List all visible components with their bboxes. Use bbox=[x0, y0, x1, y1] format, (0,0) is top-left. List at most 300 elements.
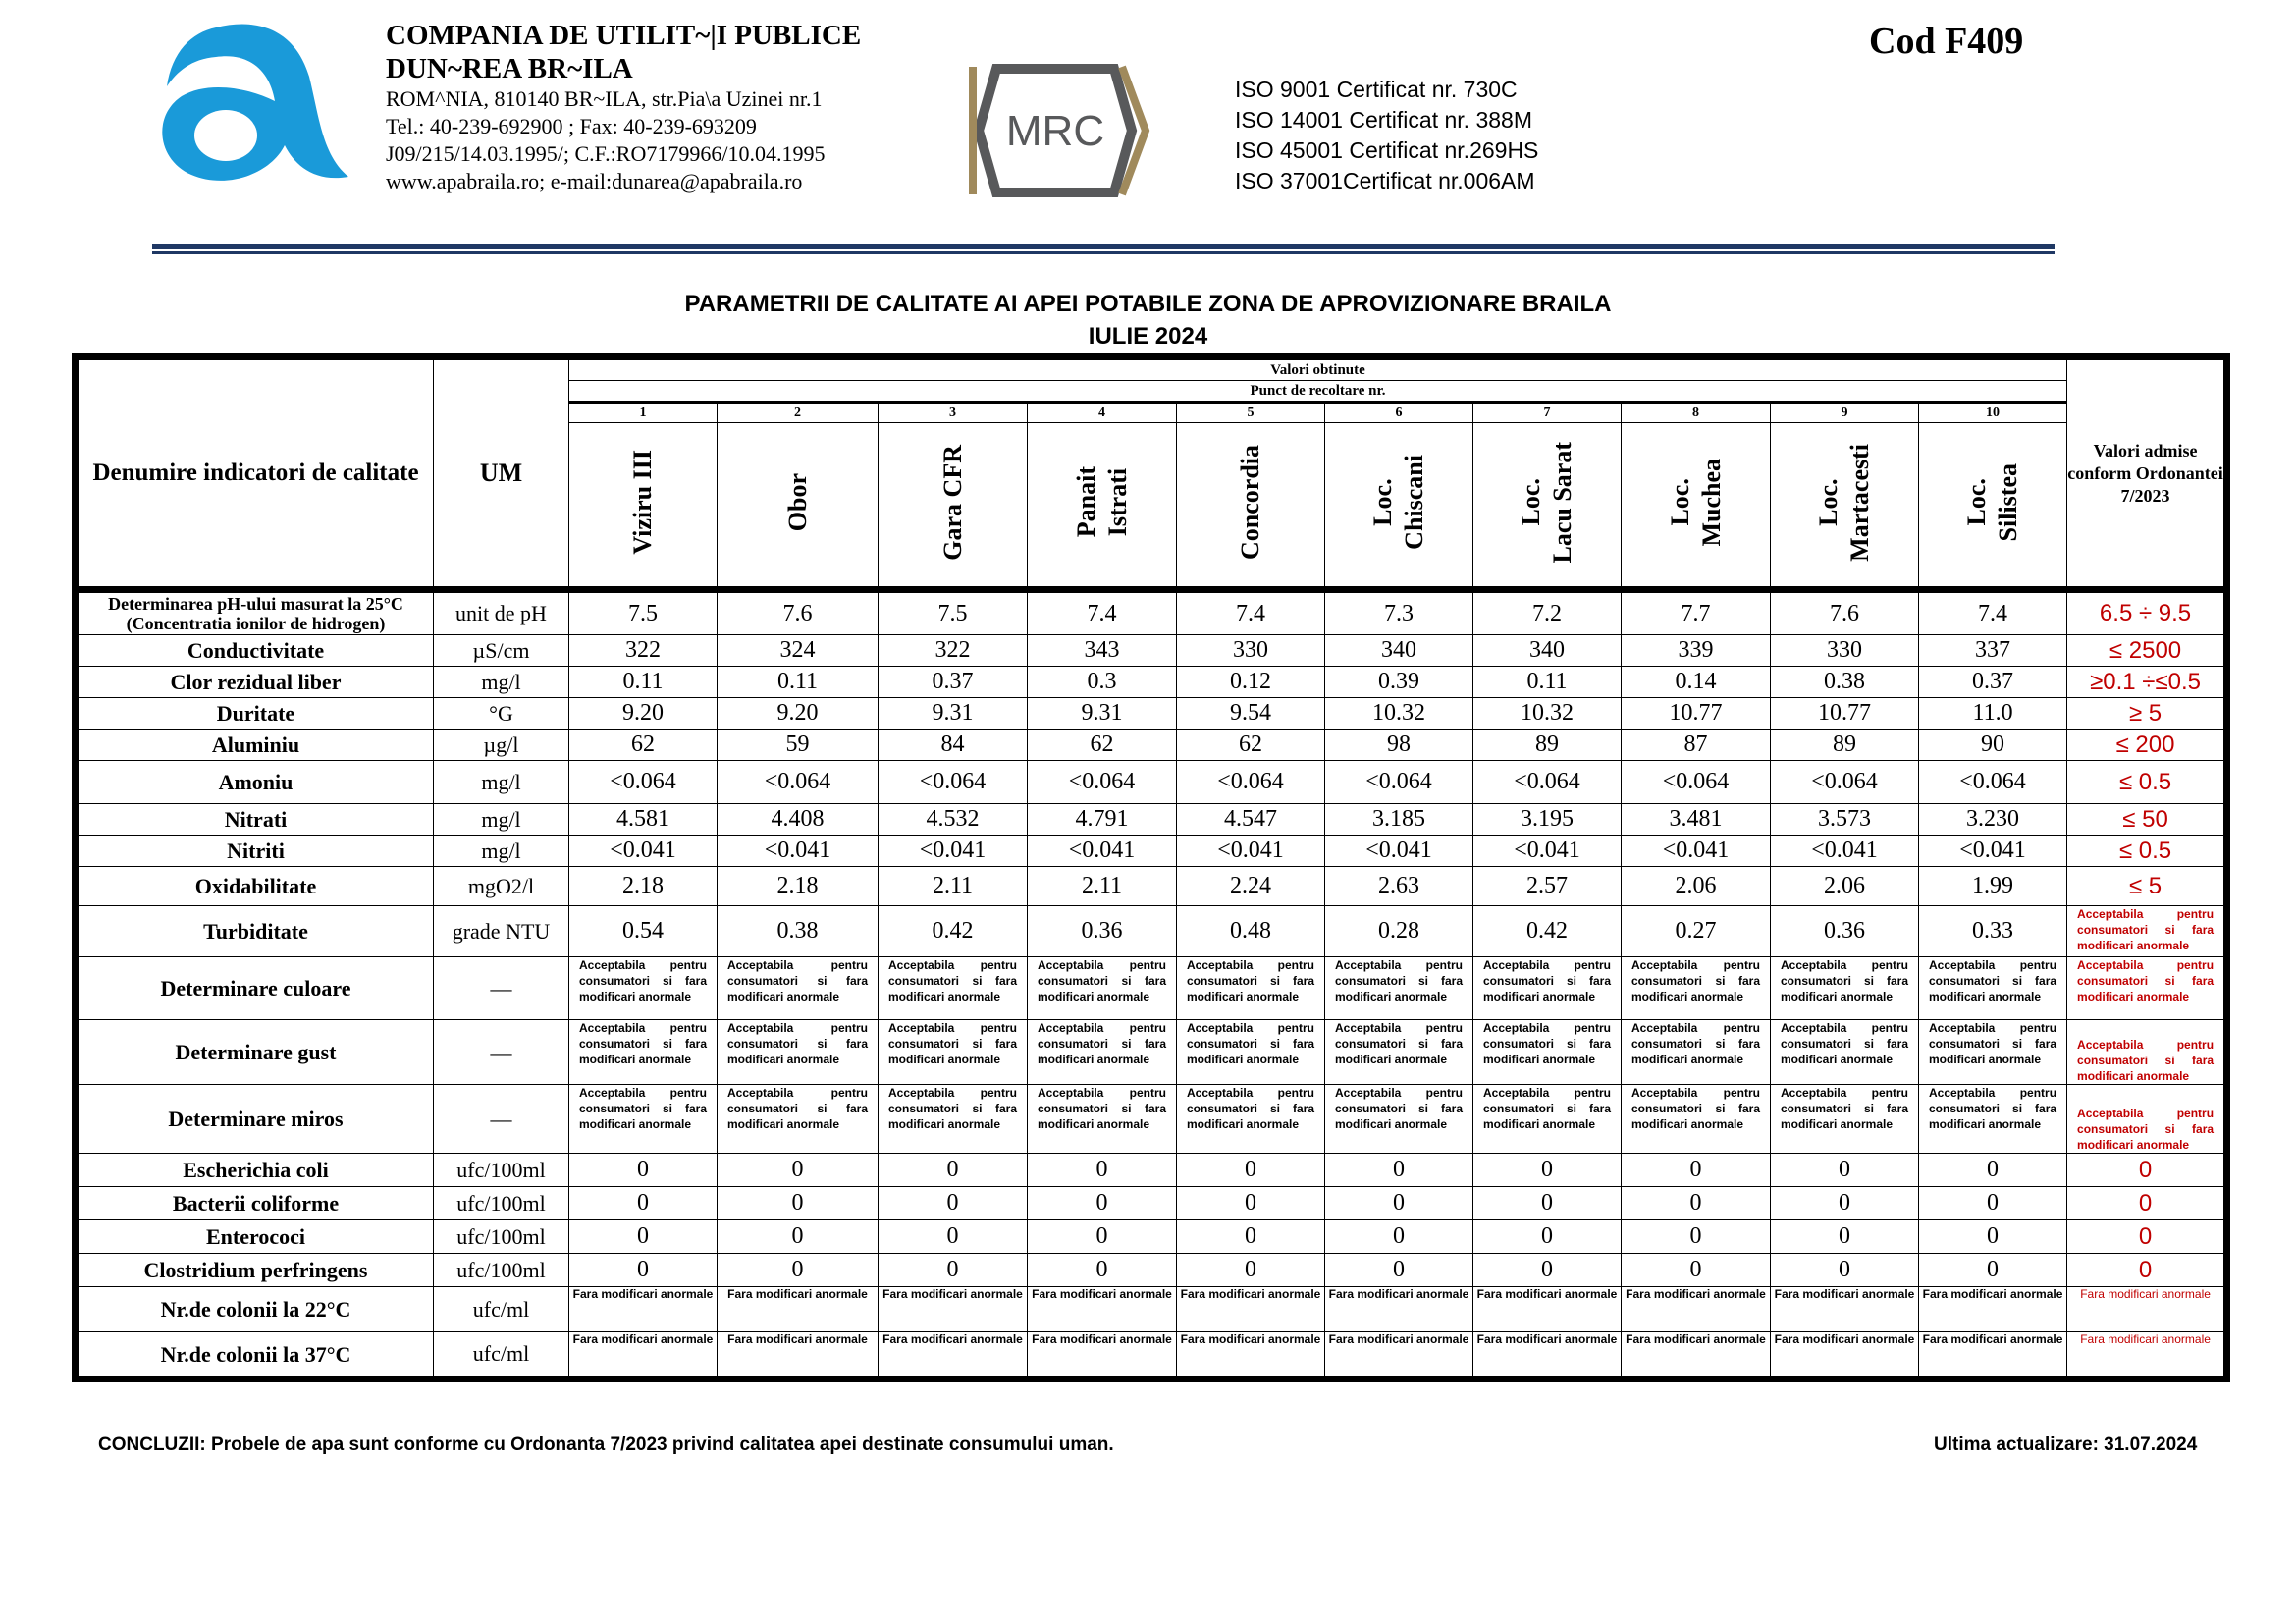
unit-cell: grade NTU bbox=[434, 906, 569, 957]
value-text: Acceptabila pentru consumatori si fara modificari anormale bbox=[1038, 1086, 1166, 1131]
value-cell: 0 bbox=[1919, 1154, 2067, 1187]
admis-cell: 0 bbox=[2067, 1254, 2227, 1287]
value-cell: 62 bbox=[1028, 730, 1177, 761]
unit-cell: — bbox=[434, 1020, 569, 1085]
admis-cell: 6.5 ÷ 9.5 bbox=[2067, 590, 2227, 635]
value-text: Fara modificari anormale bbox=[1180, 1287, 1321, 1301]
value-cell: 0.37 bbox=[1919, 667, 2067, 698]
point-name-cell bbox=[1771, 423, 1919, 590]
point-name: Loc. Silistea bbox=[1962, 462, 2023, 542]
value-cell: 2.06 bbox=[1622, 867, 1771, 906]
value-cell: 10.77 bbox=[1622, 698, 1771, 730]
value-text: Acceptabila pentru consumatori si fara modificari anormale bbox=[1187, 958, 1314, 1003]
value-cell bbox=[569, 1287, 718, 1332]
table-row bbox=[76, 667, 2227, 698]
value-cell: 339 bbox=[1622, 635, 1771, 667]
value-cell: 2.24 bbox=[1177, 867, 1325, 906]
unit-cell: ufc/ml bbox=[434, 1332, 569, 1380]
iso-line: ISO 45001 Certificat nr.269HS bbox=[1235, 137, 1539, 163]
value-text: Fara modificari anormale bbox=[1476, 1287, 1618, 1301]
value-cell: 0 bbox=[1473, 1220, 1622, 1254]
value-cell: 0.33 bbox=[1919, 906, 2067, 957]
value-cell: 89 bbox=[1473, 730, 1622, 761]
point-name: Obor bbox=[782, 472, 812, 532]
value-cell: 0 bbox=[879, 1220, 1028, 1254]
indicator-name: Aluminiu bbox=[76, 730, 434, 761]
value-cell: <0.041 bbox=[879, 836, 1028, 867]
value-cell: 340 bbox=[1325, 635, 1473, 667]
admis-cell: ≥0.1 ÷≤0.5 bbox=[2067, 667, 2227, 698]
value-cell: 0 bbox=[1919, 1254, 2067, 1287]
point-number: 7 bbox=[1473, 403, 1622, 423]
unit-cell: µS/cm bbox=[434, 635, 569, 667]
value-cell: 0 bbox=[1177, 1154, 1325, 1187]
point-name-cell bbox=[1622, 423, 1771, 590]
value-text: Fara modificari anormale bbox=[1922, 1332, 2063, 1346]
point-name-cell bbox=[879, 423, 1028, 590]
value-cell: <0.064 bbox=[1473, 761, 1622, 804]
page-title bbox=[0, 288, 2296, 352]
value-cell bbox=[569, 1085, 718, 1154]
value-cell: 330 bbox=[1177, 635, 1325, 667]
table-row bbox=[76, 698, 2227, 730]
point-number: 3 bbox=[879, 403, 1028, 423]
value-cell: 0 bbox=[879, 1187, 1028, 1220]
iso-line: ISO 37001Certificat nr.006AM bbox=[1235, 168, 1535, 193]
indicator-name: Turbiditate bbox=[76, 906, 434, 957]
admis-cell: 0 bbox=[2067, 1220, 2227, 1254]
indicator-name: Determinare gust bbox=[76, 1020, 434, 1085]
value-cell: 7.6 bbox=[718, 590, 879, 635]
point-number: 1 bbox=[569, 403, 718, 423]
value-cell bbox=[1177, 1085, 1325, 1154]
value-cell bbox=[1177, 1287, 1325, 1332]
indicator-name: Nitrati bbox=[76, 804, 434, 836]
company-info bbox=[386, 22, 975, 198]
value-text: Fara modificari anormale bbox=[882, 1332, 1023, 1346]
value-cell bbox=[1177, 1020, 1325, 1085]
value-cell: 9.31 bbox=[879, 698, 1028, 730]
table-row bbox=[76, 1020, 2227, 1085]
value-cell bbox=[1028, 1020, 1177, 1085]
company-name-2: DUN~REA BR~ILA bbox=[386, 53, 633, 84]
admis-text: Acceptabila pentru consumatori si fara modificari anormale bbox=[2077, 958, 2215, 1003]
value-cell: 0 bbox=[569, 1220, 718, 1254]
value-cell: 0 bbox=[1622, 1220, 1771, 1254]
value-cell: 324 bbox=[718, 635, 879, 667]
indicator-name: Nitriti bbox=[76, 836, 434, 867]
admis-cell: ≤ 0.5 bbox=[2067, 836, 2227, 867]
value-cell: 0 bbox=[1622, 1154, 1771, 1187]
value-cell: 87 bbox=[1622, 730, 1771, 761]
value-cell: 3.481 bbox=[1622, 804, 1771, 836]
value-text: Acceptabila pentru consumatori si fara modificari anormale bbox=[1187, 1086, 1314, 1131]
admis-cell: ≥ 5 bbox=[2067, 698, 2227, 730]
value-cell bbox=[1325, 1287, 1473, 1332]
value-cell bbox=[879, 1332, 1028, 1380]
value-cell bbox=[1473, 1085, 1622, 1154]
point-name: Loc. Martacesti bbox=[1814, 443, 1874, 562]
point-name: Concordia bbox=[1236, 445, 1264, 560]
value-text: Acceptabila pentru consumatori si fara modificari anormale bbox=[1335, 958, 1463, 1003]
value-cell: 0.54 bbox=[569, 906, 718, 957]
value-cell bbox=[1473, 1020, 1622, 1085]
value-cell bbox=[1028, 957, 1177, 1020]
value-cell: 0.12 bbox=[1177, 667, 1325, 698]
value-text: Acceptabila pentru consumatori si fara modificari anormale bbox=[1781, 1086, 1908, 1131]
value-text: Fara modificari anormale bbox=[1328, 1287, 1469, 1301]
table-row bbox=[76, 730, 2227, 761]
value-text: Acceptabila pentru consumatori si fara modificari anormale bbox=[888, 1021, 1017, 1066]
value-cell bbox=[879, 1085, 1028, 1154]
value-cell: 0.36 bbox=[1771, 906, 1919, 957]
value-cell: 90 bbox=[1919, 730, 2067, 761]
indicator-name: Clostridium perfringens bbox=[76, 1254, 434, 1287]
indicator-name: Oxidabilitate bbox=[76, 867, 434, 906]
value-text: Acceptabila pentru consumatori si fara modificari anormale bbox=[1038, 958, 1166, 1003]
value-text: Acceptabila pentru consumatori si fara modificari anormale bbox=[888, 958, 1017, 1003]
admise-header: Valori admise conform Ordonantei 7/2023 bbox=[2067, 357, 2227, 590]
value-cell: 1.99 bbox=[1919, 867, 2067, 906]
value-cell bbox=[879, 1020, 1028, 1085]
values-header: Valori obtinute bbox=[569, 357, 2067, 381]
value-cell: <0.064 bbox=[1771, 761, 1919, 804]
value-cell: 0 bbox=[569, 1187, 718, 1220]
value-cell: 0.3 bbox=[1028, 667, 1177, 698]
value-cell: 0.11 bbox=[1473, 667, 1622, 698]
table-row bbox=[76, 635, 2227, 667]
unit-cell: mg/l bbox=[434, 761, 569, 804]
unit-cell: ufc/100ml bbox=[434, 1220, 569, 1254]
value-cell: 0.11 bbox=[718, 667, 879, 698]
company-name-1: COMPANIA DE UTILIT~|I PUBLICE bbox=[386, 20, 862, 51]
value-cell: 89 bbox=[1771, 730, 1919, 761]
title-line-2: IULIE 2024 bbox=[1088, 323, 1208, 350]
value-cell: 337 bbox=[1919, 635, 2067, 667]
value-cell bbox=[1473, 1332, 1622, 1380]
value-text: Fara modificari anormale bbox=[727, 1287, 868, 1301]
value-cell bbox=[1771, 1020, 1919, 1085]
value-cell bbox=[718, 1332, 879, 1380]
point-name-cell bbox=[718, 423, 879, 590]
admis-cell bbox=[2067, 957, 2227, 1020]
unit-cell: — bbox=[434, 957, 569, 1020]
value-cell: 0 bbox=[1622, 1254, 1771, 1287]
value-cell: <0.064 bbox=[569, 761, 718, 804]
value-cell: <0.064 bbox=[1325, 761, 1473, 804]
unit-cell: ufc/100ml bbox=[434, 1154, 569, 1187]
iso-line: ISO 14001 Certificat nr. 388M bbox=[1235, 107, 1532, 133]
conclusion-text: CONCLUZII: Probele de apa sunt conforme cu Ordonanta 7/2023 privind calitatea apei destinate consumului uman. bbox=[98, 1435, 1114, 1455]
mrc-logo bbox=[967, 57, 1163, 204]
value-cell: 0 bbox=[718, 1220, 879, 1254]
value-text: Acceptabila pentru consumatori si fara modificari anormale bbox=[1929, 958, 2057, 1003]
value-text: Acceptabila pentru consumatori si fara modificari anormale bbox=[727, 958, 868, 1003]
value-text: Fara modificari anormale bbox=[1032, 1287, 1172, 1301]
value-cell: 62 bbox=[1177, 730, 1325, 761]
quality-table bbox=[72, 353, 2230, 1382]
value-text: Acceptabila pentru consumatori si fara modificari anormale bbox=[1781, 958, 1908, 1003]
value-cell bbox=[1771, 1287, 1919, 1332]
value-cell bbox=[1325, 1020, 1473, 1085]
value-text: Acceptabila pentru consumatori si fara modificari anormale bbox=[579, 1086, 707, 1131]
point-name: Viziru III bbox=[628, 450, 657, 555]
value-text: Acceptabila pentru consumatori si fara modificari anormale bbox=[1631, 958, 1760, 1003]
value-text: Acceptabila pentru consumatori si fara modificari anormale bbox=[1335, 1021, 1463, 1066]
point-number: 8 bbox=[1622, 403, 1771, 423]
table-row bbox=[76, 804, 2227, 836]
value-text: Fara modificari anormale bbox=[1328, 1332, 1469, 1346]
admis-cell: 0 bbox=[2067, 1187, 2227, 1220]
value-cell: 0 bbox=[569, 1154, 718, 1187]
admis-text: Fara modificari anormale bbox=[2080, 1332, 2211, 1346]
value-cell: 0 bbox=[1771, 1254, 1919, 1287]
value-cell: 2.11 bbox=[1028, 867, 1177, 906]
value-cell bbox=[1028, 1085, 1177, 1154]
value-cell bbox=[879, 957, 1028, 1020]
value-cell: 0 bbox=[718, 1254, 879, 1287]
value-cell: 0 bbox=[1028, 1254, 1177, 1287]
admis-cell bbox=[2067, 906, 2227, 957]
value-text: Fara modificari anormale bbox=[572, 1287, 714, 1301]
value-text: Acceptabila pentru consumatori si fara modificari anormale bbox=[727, 1021, 868, 1066]
value-cell bbox=[1325, 1085, 1473, 1154]
point-number: 4 bbox=[1028, 403, 1177, 423]
admis-cell: ≤ 2500 bbox=[2067, 635, 2227, 667]
value-cell bbox=[1177, 1332, 1325, 1380]
value-text: Acceptabila pentru consumatori si fara modificari anormale bbox=[1483, 1086, 1611, 1131]
value-cell: 0 bbox=[1028, 1187, 1177, 1220]
value-cell: 0 bbox=[1473, 1154, 1622, 1187]
value-text: Acceptabila pentru consumatori si fara modificari anormale bbox=[1038, 1021, 1166, 1066]
value-cell: 0 bbox=[1177, 1187, 1325, 1220]
value-cell bbox=[1325, 957, 1473, 1020]
indicator-name: Enterococi bbox=[76, 1220, 434, 1254]
value-cell bbox=[1622, 957, 1771, 1020]
value-cell: 0 bbox=[1622, 1187, 1771, 1220]
table-row bbox=[76, 1154, 2227, 1187]
value-cell: 0.11 bbox=[569, 667, 718, 698]
value-cell: 2.18 bbox=[569, 867, 718, 906]
admis-cell: ≤ 5 bbox=[2067, 867, 2227, 906]
value-cell bbox=[1919, 957, 2067, 1020]
admis-cell: ≤ 0.5 bbox=[2067, 761, 2227, 804]
value-cell: 7.5 bbox=[569, 590, 718, 635]
value-cell: 0 bbox=[1325, 1187, 1473, 1220]
value-text: Fara modificari anormale bbox=[1774, 1332, 1915, 1346]
value-cell bbox=[1177, 957, 1325, 1020]
point-name-cell bbox=[1473, 423, 1622, 590]
form-code: Cod F409 bbox=[1869, 21, 2024, 62]
value-text: Acceptabila pentru consumatori si fara modificari anormale bbox=[727, 1086, 868, 1131]
header-rule-thin bbox=[152, 251, 2055, 254]
value-cell: 98 bbox=[1325, 730, 1473, 761]
value-cell: 0.39 bbox=[1325, 667, 1473, 698]
value-cell: 0 bbox=[1325, 1254, 1473, 1287]
value-cell: 7.7 bbox=[1622, 590, 1771, 635]
value-cell: 330 bbox=[1771, 635, 1919, 667]
value-text: Fara modificari anormale bbox=[572, 1332, 714, 1346]
table-row bbox=[76, 906, 2227, 957]
value-cell: 340 bbox=[1473, 635, 1622, 667]
point-name-cell bbox=[1325, 423, 1473, 590]
unit-cell: ufc/100ml bbox=[434, 1187, 569, 1220]
value-cell: 10.32 bbox=[1325, 698, 1473, 730]
indicator-name: Clor rezidual liber bbox=[76, 667, 434, 698]
last-updated: Ultima actualizare: 31.07.2024 bbox=[1934, 1435, 2198, 1455]
value-text: Acceptabila pentru consumatori si fara modificari anormale bbox=[1483, 1021, 1611, 1066]
value-text: Acceptabila pentru consumatori si fara modificari anormale bbox=[1929, 1021, 2057, 1066]
table-row bbox=[76, 836, 2227, 867]
value-cell: 0.28 bbox=[1325, 906, 1473, 957]
unit-cell: °G bbox=[434, 698, 569, 730]
value-cell bbox=[718, 1085, 879, 1154]
value-text: Acceptabila pentru consumatori si fara modificari anormale bbox=[579, 1021, 707, 1066]
value-cell: 343 bbox=[1028, 635, 1177, 667]
value-text: Fara modificari anormale bbox=[1476, 1332, 1618, 1346]
point-name: Loc. Lacu Sarat bbox=[1517, 441, 1576, 564]
table-row bbox=[76, 1085, 2227, 1154]
unit-cell: mgO2/l bbox=[434, 867, 569, 906]
value-cell: 322 bbox=[569, 635, 718, 667]
value-cell: 4.791 bbox=[1028, 804, 1177, 836]
value-cell: 0 bbox=[1028, 1220, 1177, 1254]
value-text: Fara modificari anormale bbox=[882, 1287, 1023, 1301]
value-cell: <0.064 bbox=[1177, 761, 1325, 804]
table-row bbox=[76, 1332, 2227, 1380]
value-cell: 0 bbox=[1325, 1220, 1473, 1254]
value-cell: 0 bbox=[1177, 1254, 1325, 1287]
um-header: UM bbox=[434, 357, 569, 590]
value-text: Acceptabila pentru consumatori si fara modificari anormale bbox=[579, 958, 707, 1003]
value-cell: 322 bbox=[879, 635, 1028, 667]
value-cell: 0.42 bbox=[879, 906, 1028, 957]
company-registration: J09/215/14.03.1995/; C.F.:RO7179966/10.04.1995 bbox=[386, 141, 826, 166]
value-cell bbox=[1919, 1085, 2067, 1154]
value-cell: <0.041 bbox=[1177, 836, 1325, 867]
value-cell bbox=[1028, 1287, 1177, 1332]
value-cell: 0.48 bbox=[1177, 906, 1325, 957]
table-row bbox=[76, 761, 2227, 804]
company-web: www.apabraila.ro; e-mail:dunarea@apabraila.ro bbox=[386, 169, 803, 193]
indicator-name: Determinarea pH-ului masurat la 25°C (Concentratia ionilor de hidrogen) bbox=[76, 590, 434, 635]
value-cell: 0 bbox=[1771, 1187, 1919, 1220]
value-cell: 0 bbox=[1473, 1187, 1622, 1220]
value-cell: 11.0 bbox=[1919, 698, 2067, 730]
point-number: 2 bbox=[718, 403, 879, 423]
indicator-name: Escherichia coli bbox=[76, 1154, 434, 1187]
point-name: Loc. Chiscani bbox=[1368, 455, 1428, 550]
value-cell: 9.20 bbox=[569, 698, 718, 730]
unit-cell: — bbox=[434, 1085, 569, 1154]
value-cell bbox=[718, 1287, 879, 1332]
admis-cell bbox=[2067, 1085, 2227, 1154]
indicator-name: Bacterii coliforme bbox=[76, 1187, 434, 1220]
value-cell: 9.31 bbox=[1028, 698, 1177, 730]
value-text: Fara modificari anormale bbox=[1922, 1287, 2063, 1301]
admis-text: Acceptabila pentru consumatori si fara modificari anormale bbox=[2077, 1107, 2215, 1152]
value-cell: 0.38 bbox=[718, 906, 879, 957]
value-cell: 7.4 bbox=[1919, 590, 2067, 635]
value-cell: 59 bbox=[718, 730, 879, 761]
value-cell: 0 bbox=[1177, 1220, 1325, 1254]
value-cell: <0.064 bbox=[1622, 761, 1771, 804]
admis-text: Acceptabila pentru consumatori si fara modificari anormale bbox=[2077, 1038, 2215, 1083]
value-cell: <0.041 bbox=[1919, 836, 2067, 867]
admis-cell bbox=[2067, 1287, 2227, 1332]
value-text: Acceptabila pentru consumatori si fara modificari anormale bbox=[1781, 1021, 1908, 1066]
value-text: Fara modificari anormale bbox=[1626, 1332, 1766, 1346]
value-cell bbox=[1771, 957, 1919, 1020]
value-cell: 0 bbox=[879, 1254, 1028, 1287]
value-cell: 10.32 bbox=[1473, 698, 1622, 730]
unit-cell: mg/l bbox=[434, 836, 569, 867]
point-number: 9 bbox=[1771, 403, 1919, 423]
value-cell: 3.573 bbox=[1771, 804, 1919, 836]
value-cell: 7.5 bbox=[879, 590, 1028, 635]
unit-cell: mg/l bbox=[434, 804, 569, 836]
value-cell bbox=[1473, 1287, 1622, 1332]
mrc-logo-text: MRC bbox=[1005, 107, 1105, 155]
value-cell: 2.63 bbox=[1325, 867, 1473, 906]
value-cell bbox=[1028, 1332, 1177, 1380]
value-cell bbox=[569, 1332, 718, 1380]
admis-cell: 0 bbox=[2067, 1154, 2227, 1187]
value-cell bbox=[1771, 1085, 1919, 1154]
value-cell: <0.041 bbox=[1325, 836, 1473, 867]
unit-cell: mg/l bbox=[434, 667, 569, 698]
value-cell: 7.3 bbox=[1325, 590, 1473, 635]
value-cell: 2.06 bbox=[1771, 867, 1919, 906]
value-cell bbox=[1771, 1332, 1919, 1380]
point-name: Panait Istrati bbox=[1071, 466, 1132, 538]
value-cell: 4.547 bbox=[1177, 804, 1325, 836]
value-cell bbox=[1473, 957, 1622, 1020]
unit-cell: unit de pH bbox=[434, 590, 569, 635]
value-cell: 4.581 bbox=[569, 804, 718, 836]
value-cell: 0.27 bbox=[1622, 906, 1771, 957]
value-cell: <0.041 bbox=[569, 836, 718, 867]
point-name-cell bbox=[1028, 423, 1177, 590]
value-cell: 7.6 bbox=[1771, 590, 1919, 635]
table-row bbox=[76, 1187, 2227, 1220]
value-cell bbox=[718, 1020, 879, 1085]
company-address: ROM^NIA, 810140 BR~ILA, str.Pia\a Uzinei nr.1 bbox=[386, 86, 823, 111]
indicator-name: Conductivitate bbox=[76, 635, 434, 667]
indicator-name: Amoniu bbox=[76, 761, 434, 804]
value-text: Acceptabila pentru consumatori si fara modificari anormale bbox=[1483, 958, 1611, 1003]
table-row bbox=[76, 1287, 2227, 1332]
value-cell: 0 bbox=[1325, 1154, 1473, 1187]
admis-text: Fara modificari anormale bbox=[2080, 1287, 2211, 1301]
value-cell: 4.408 bbox=[718, 804, 879, 836]
table-row bbox=[76, 1254, 2227, 1287]
value-cell bbox=[718, 957, 879, 1020]
value-cell bbox=[569, 957, 718, 1020]
company-phone: Tel.: 40-239-692900 ; Fax: 40-239-693209 bbox=[386, 114, 757, 138]
value-text: Acceptabila pentru consumatori si fara modificari anormale bbox=[1631, 1021, 1760, 1066]
indicator-name: Nr.de colonii la 37°C bbox=[76, 1332, 434, 1380]
point-name-cell bbox=[1177, 423, 1325, 590]
value-text: Fara modificari anormale bbox=[727, 1332, 868, 1346]
admis-cell: ≤ 50 bbox=[2067, 804, 2227, 836]
value-cell: 0.14 bbox=[1622, 667, 1771, 698]
value-cell: <0.041 bbox=[718, 836, 879, 867]
value-cell bbox=[1622, 1287, 1771, 1332]
indicator-name: Determinare miros bbox=[76, 1085, 434, 1154]
value-text: Acceptabila pentru consumatori si fara modificari anormale bbox=[1929, 1086, 2057, 1131]
point-name-cell bbox=[1919, 423, 2067, 590]
